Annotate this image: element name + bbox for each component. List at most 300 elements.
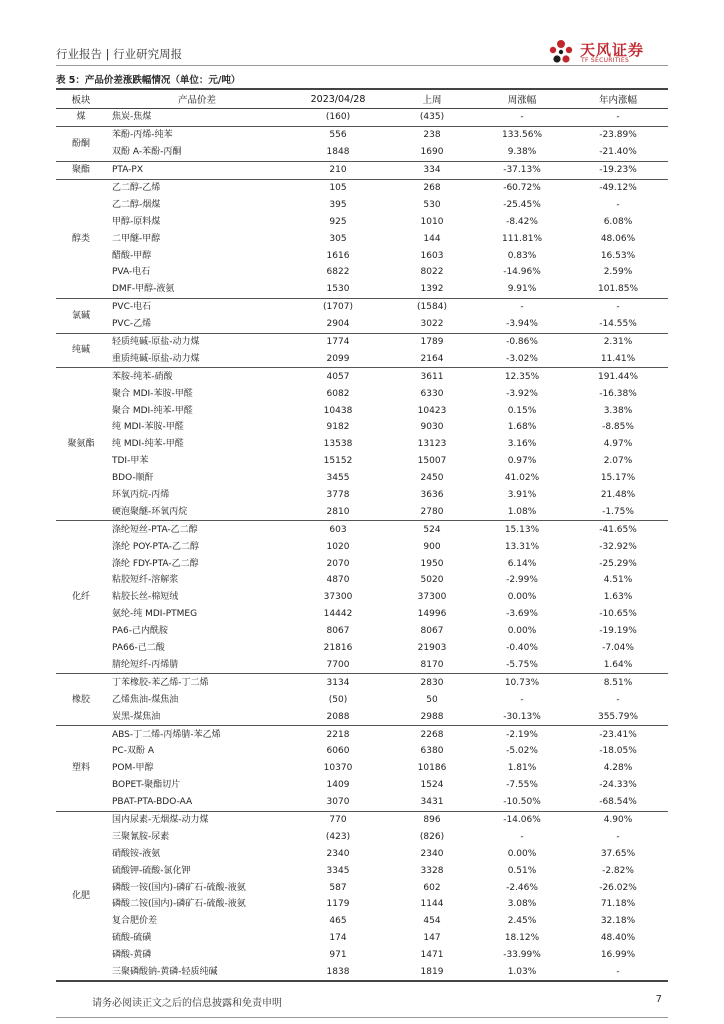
table-row — [56, 144, 668, 161]
sector-group — [56, 811, 668, 981]
ytd-change-cell: 3.38% — [603, 405, 633, 416]
weekly-change-cell: 12.35% — [504, 371, 540, 382]
current-value-cell: 2340 — [326, 848, 350, 859]
ytd-change-cell: 8.51% — [603, 677, 633, 688]
sector-cell: 醇类 — [71, 233, 90, 244]
product-spread-cell: 焦炭-焦煤 — [112, 112, 152, 123]
product-spread-cell: 聚合 MDI-苯胺-甲醛 — [112, 388, 193, 399]
weekly-change-cell: 133.56% — [501, 130, 543, 141]
weekly-change-cell: 10.73% — [504, 677, 540, 688]
product-spread-cell: 硫酸钾-硫酸-氯化钾 — [112, 865, 191, 876]
product-spread-cell: PVC-乙烯 — [112, 319, 152, 330]
weekly-change-cell: 3.08% — [507, 899, 537, 910]
last-week-cell: 8022 — [420, 267, 444, 278]
ytd-change-cell: -24.33% — [599, 780, 637, 791]
last-week-cell: 147 — [423, 933, 441, 944]
ytd-change-cell: -19.23% — [599, 165, 637, 176]
logo-subtitle: TF SECURITIES — [581, 57, 630, 64]
sector-cell: 橡胶 — [71, 694, 90, 705]
last-week-cell: 21903 — [417, 643, 447, 654]
sector-cell: 化纤 — [71, 592, 90, 603]
last-week-cell: 2988 — [420, 711, 444, 722]
weekly-change-cell: - — [520, 112, 524, 123]
table-row — [56, 691, 668, 708]
col-header-last-week: 上周 — [388, 89, 476, 109]
product-spread-cell: PTA-PX — [112, 165, 144, 176]
last-week-cell: 2164 — [420, 353, 444, 364]
col-header-ytd-change: 年内涨幅 — [568, 89, 668, 109]
current-value-cell: 1179 — [326, 899, 350, 910]
last-week-cell: 8170 — [420, 659, 444, 670]
last-week-cell: 524 — [423, 524, 441, 535]
product-spread-cell: POM-甲醇 — [112, 763, 154, 774]
ytd-change-cell: 4.28% — [603, 763, 633, 774]
current-value-cell: 3778 — [326, 490, 350, 501]
ytd-change-cell: 4.51% — [603, 575, 633, 586]
last-week-cell: 602 — [423, 882, 441, 893]
product-spread-cell: 磷酸-黄磷 — [112, 950, 152, 961]
last-week-cell: 1789 — [420, 337, 444, 348]
table-row — [56, 947, 668, 964]
weekly-change-cell: 1.08% — [507, 506, 537, 517]
ytd-change-cell: -25.29% — [599, 558, 637, 569]
table-row — [56, 316, 668, 333]
last-week-cell: 530 — [423, 199, 441, 210]
current-value-cell: 2088 — [326, 711, 350, 722]
last-week-cell: 1524 — [420, 780, 444, 791]
ytd-change-cell: - — [616, 112, 620, 123]
product-spread-cell: 乙二醇-乙烯 — [112, 183, 161, 193]
ytd-change-cell: 1.63% — [603, 592, 633, 603]
current-value-cell: 556 — [329, 130, 347, 141]
weekly-change-cell: 0.00% — [507, 626, 537, 637]
ytd-change-cell: -2.82% — [602, 865, 634, 876]
current-value-cell: 21816 — [323, 643, 353, 654]
last-week-cell: 1819 — [420, 966, 444, 977]
sector-group — [56, 726, 668, 811]
ytd-change-cell: 1.64% — [603, 659, 633, 670]
current-value-cell: 6060 — [326, 746, 350, 757]
sector-cell: 氯碱 — [71, 310, 90, 321]
current-value-cell: 174 — [329, 933, 347, 944]
product-spread-cell: BOPET-聚酯切片 — [112, 780, 181, 791]
ytd-change-cell: 11.41% — [600, 353, 636, 364]
table-row — [56, 402, 668, 419]
product-spread-cell: 重质纯碱-原盐-动力煤 — [112, 353, 200, 364]
ytd-change-cell: 101.85% — [597, 284, 639, 295]
weekly-change-cell: -3.69% — [506, 609, 538, 620]
table-row — [56, 247, 668, 264]
product-spread-cell: 纯 MDI-苯胺-甲醛 — [112, 422, 184, 433]
last-week-cell: 9030 — [420, 422, 444, 433]
last-week-cell: 1392 — [420, 284, 444, 295]
ytd-change-cell: 2.31% — [603, 337, 633, 348]
ytd-change-cell: -1.75% — [602, 506, 634, 517]
last-week-cell: 1603 — [420, 250, 444, 261]
product-spread-cell: 粘胶长丝-棉短绒 — [112, 592, 179, 603]
product-spread-cell: PBAT-PTA-BDO-AA — [112, 797, 193, 808]
last-week-cell: 1950 — [420, 558, 444, 569]
ytd-change-cell: - — [616, 302, 620, 313]
last-week-cell: 1010 — [420, 216, 444, 227]
product-spread-cell: 三聚氰胺-尿素 — [112, 831, 170, 842]
current-value-cell: 305 — [329, 233, 347, 244]
table-row — [56, 109, 668, 127]
current-value-cell: 1774 — [326, 337, 350, 348]
ytd-change-cell: 4.97% — [603, 439, 633, 450]
last-week-cell: 13123 — [417, 439, 447, 450]
ytd-change-cell: -8.85% — [602, 422, 634, 433]
current-value-cell: 971 — [329, 950, 347, 961]
product-spread-cell: 硫酸-硫磺 — [112, 933, 152, 944]
last-week-cell: 1690 — [420, 147, 444, 158]
weekly-change-cell: -60.72% — [503, 183, 541, 193]
ytd-change-cell: 32.18% — [600, 916, 636, 927]
table-row — [56, 333, 668, 350]
current-value-cell: 770 — [329, 814, 347, 825]
ytd-change-cell: - — [616, 199, 620, 210]
footer-divider — [56, 1017, 668, 1018]
product-spread-cell: 硝酸铵-液氨 — [112, 848, 161, 859]
table-row — [56, 281, 668, 298]
table-row — [56, 862, 668, 879]
last-week-cell: 1144 — [420, 899, 444, 910]
weekly-change-cell: 0.83% — [507, 250, 537, 261]
weekly-change-cell: 3.16% — [507, 439, 537, 450]
ytd-change-cell: -19.19% — [599, 626, 637, 637]
current-value-cell: 395 — [329, 199, 347, 210]
ytd-change-cell: - — [616, 694, 620, 705]
last-week-cell: 1471 — [420, 950, 444, 961]
table-row — [56, 879, 668, 896]
table-row — [56, 470, 668, 487]
last-week-cell: 454 — [423, 916, 441, 927]
ytd-change-cell: 15.17% — [600, 473, 636, 484]
sector-group — [56, 126, 668, 161]
weekly-change-cell: -25.45% — [503, 199, 541, 210]
ytd-change-cell: -16.38% — [599, 388, 637, 399]
weekly-change-cell: -0.40% — [506, 643, 538, 654]
weekly-change-cell: -0.86% — [506, 337, 538, 348]
ytd-change-cell: 4.90% — [603, 814, 633, 825]
weekly-change-cell: -2.46% — [506, 882, 538, 893]
current-value-cell: 13538 — [323, 439, 353, 450]
current-value-cell: 2810 — [326, 506, 350, 517]
weekly-change-cell: -33.99% — [503, 950, 541, 961]
weekly-change-cell: 2.45% — [507, 916, 537, 927]
weekly-change-cell: -7.55% — [506, 780, 538, 791]
last-week-cell: 6330 — [420, 388, 444, 399]
last-week-cell: 900 — [423, 541, 441, 552]
table-row — [56, 572, 668, 589]
sector-group — [56, 368, 668, 521]
product-spread-cell: 三聚磷酸钠-黄磷-轻质纯碱 — [112, 966, 218, 977]
last-week-cell: 334 — [423, 165, 441, 176]
weekly-change-cell: -3.94% — [506, 319, 538, 330]
last-week-cell: 15007 — [417, 456, 447, 467]
product-spread-cell: 涤纶 POY-PTA-乙二醇 — [112, 541, 199, 552]
product-spread-cell: DMF-甲醇-液氨 — [112, 284, 175, 295]
product-spread-cell: 聚合 MDI-纯苯-甲醛 — [112, 405, 193, 416]
weekly-change-cell: -5.75% — [506, 659, 538, 670]
last-week-cell: 50 — [426, 694, 438, 705]
product-spread-cell: 复合肥价差 — [112, 916, 158, 927]
sector-cell: 聚氨酯 — [67, 439, 95, 450]
ytd-change-cell: -18.05% — [599, 746, 637, 757]
table-row — [56, 555, 668, 572]
table-row — [56, 385, 668, 402]
current-value-cell: (160) — [325, 112, 351, 123]
current-value-cell: 1838 — [326, 966, 350, 977]
sector-group — [56, 521, 668, 674]
current-value-cell: 1409 — [326, 780, 350, 791]
last-week-cell: 2450 — [420, 473, 444, 484]
ytd-change-cell: 16.99% — [600, 950, 636, 961]
weekly-change-cell: 111.81% — [501, 233, 543, 244]
last-week-cell: 3431 — [420, 797, 444, 808]
product-spread-cell: 国内尿素-无烟煤-动力煤 — [112, 814, 209, 825]
current-value-cell: 1616 — [326, 250, 350, 261]
product-spread-cell: 二甲醚-甲醇 — [112, 233, 161, 244]
sector-group — [56, 333, 668, 368]
last-week-cell: 37300 — [417, 592, 447, 603]
current-value-cell: 465 — [329, 916, 347, 927]
last-week-cell: 144 — [423, 233, 441, 244]
weekly-change-cell: -30.13% — [503, 711, 541, 722]
current-value-cell: 2099 — [326, 353, 350, 364]
page-header — [56, 36, 668, 66]
product-spread-cell: 苯胺-纯苯-硝酸 — [112, 371, 173, 382]
tf-logo-icon — [546, 38, 576, 66]
weekly-change-cell: 15.13% — [504, 524, 540, 535]
ytd-change-cell: 48.06% — [600, 233, 636, 244]
weekly-change-cell: - — [520, 831, 524, 842]
table-row — [56, 794, 668, 811]
sector-cell: 聚酯 — [71, 165, 90, 176]
table-row — [56, 896, 668, 913]
product-spread-cell: 腈纶短纤-丙烯腈 — [112, 659, 179, 670]
table-row — [56, 230, 668, 247]
current-value-cell: 2070 — [326, 558, 350, 569]
table-row — [56, 828, 668, 845]
ytd-change-cell: - — [616, 966, 620, 977]
ytd-change-cell: 355.79% — [597, 711, 639, 722]
current-value-cell: 925 — [329, 216, 347, 227]
ytd-change-cell: -32.92% — [599, 541, 637, 552]
current-value-cell: 4057 — [326, 371, 350, 382]
product-spread-cell: PVA-电石 — [112, 267, 151, 278]
weekly-change-cell: 3.91% — [507, 490, 537, 501]
current-value-cell: 210 — [329, 165, 347, 176]
weekly-change-cell: 1.03% — [507, 966, 537, 977]
weekly-change-cell: 1.68% — [507, 422, 537, 433]
weekly-change-cell: 18.12% — [504, 933, 540, 944]
sector-cell: 酚酮 — [71, 138, 90, 149]
table-row — [56, 760, 668, 777]
disclaimer-note: 请务必阅读正文之后的信息披露和免责申明 — [92, 998, 282, 1009]
weekly-change-cell: 9.91% — [507, 284, 537, 295]
col-header-product: 产品价差 — [106, 89, 288, 109]
table-row — [56, 350, 668, 367]
ytd-change-cell: 71.18% — [600, 899, 636, 910]
product-spread-cell: BDO-顺酐 — [112, 473, 154, 484]
product-spread-cell: 纯 MDI-纯苯-甲醛 — [112, 439, 184, 450]
current-value-cell: 4870 — [326, 575, 350, 586]
last-week-cell: 10423 — [417, 405, 447, 416]
weekly-change-cell: 41.02% — [504, 473, 540, 484]
breadcrumb: 行业报告 | 行业研究周报 — [56, 47, 183, 61]
last-week-cell: 238 — [423, 130, 441, 141]
product-spread-cell: 涤纶 FDY-PTA-乙二醇 — [112, 558, 199, 569]
table-row — [56, 453, 668, 470]
table-row — [56, 589, 668, 606]
table-row — [56, 436, 668, 453]
table-row — [56, 298, 668, 315]
logo-name: 天风证券 — [580, 41, 645, 59]
product-spread-cell: 粘胶短纤-溶解浆 — [112, 575, 179, 586]
last-week-cell: 896 — [423, 814, 441, 825]
table-header-row — [56, 89, 668, 109]
weekly-change-cell: -3.02% — [506, 353, 538, 364]
weekly-change-cell: -14.06% — [503, 814, 541, 825]
table-row — [56, 538, 668, 555]
ytd-change-cell: 37.65% — [600, 848, 636, 859]
weekly-change-cell: - — [520, 694, 524, 705]
current-value-cell: 3345 — [326, 865, 350, 876]
table-row — [56, 487, 668, 504]
last-week-cell: 6380 — [420, 746, 444, 757]
product-spread-cell: PC-双酚 A — [112, 746, 154, 757]
current-value-cell: 587 — [329, 882, 347, 893]
table-row — [56, 623, 668, 640]
ytd-change-cell: 48.40% — [600, 933, 636, 944]
col-header-current: 2023/04/28 — [288, 89, 388, 109]
weekly-change-cell: -8.42% — [506, 216, 538, 227]
product-spread-cell: 磷酸二铵(国内)-磷矿石-硫酸-液氨 — [112, 899, 246, 910]
company-logo — [538, 36, 668, 68]
ytd-change-cell: 2.59% — [603, 267, 633, 278]
sector-cell: 化肥 — [71, 890, 90, 901]
current-value-cell: 14442 — [323, 609, 353, 620]
ytd-change-cell: -68.54% — [599, 797, 637, 808]
last-week-cell: (1584) — [417, 302, 447, 313]
col-header-sector: 板块 — [56, 89, 106, 109]
sector-group — [56, 298, 668, 333]
product-spread-cell: 甲醇-原料煤 — [112, 216, 161, 227]
last-week-cell: 8067 — [420, 626, 444, 637]
sector-cell: 塑料 — [71, 763, 90, 774]
last-week-cell: 2268 — [420, 729, 444, 740]
weekly-change-cell: -10.50% — [503, 797, 541, 808]
weekly-change-cell: -14.96% — [503, 267, 541, 278]
sector-cell: 煤 — [76, 112, 86, 123]
current-value-cell: 1530 — [326, 284, 350, 295]
product-spread-cell: 氨纶-纯 MDI-PTMEG — [112, 609, 198, 620]
last-week-cell: 268 — [423, 183, 441, 193]
current-value-cell: 37300 — [323, 592, 353, 603]
table-row — [56, 503, 668, 520]
product-spread-cell: 涤纶短丝-PTA-乙二醇 — [112, 524, 198, 535]
weekly-change-cell: -3.92% — [506, 388, 538, 399]
product-spread-cell: 炭黑-煤焦油 — [112, 711, 161, 722]
ytd-change-cell: 191.44% — [597, 371, 639, 382]
ytd-change-cell: -23.41% — [599, 729, 637, 740]
product-spread-cell: 苯酚-丙烯-纯苯 — [112, 130, 173, 141]
weekly-change-cell: -5.02% — [506, 746, 538, 757]
product-spread-cell: PA66-己二酸 — [112, 643, 165, 654]
current-value-cell: 7700 — [326, 659, 350, 670]
weekly-change-cell: 6.14% — [507, 558, 537, 569]
table-row — [56, 743, 668, 760]
table-row — [56, 777, 668, 794]
current-value-cell: 6822 — [326, 267, 350, 278]
table-row — [56, 419, 668, 436]
page-number: 7 — [655, 994, 662, 1005]
current-value-cell: (50) — [328, 694, 348, 705]
ytd-change-cell: -49.12% — [599, 183, 637, 193]
current-value-cell: 10370 — [323, 763, 353, 774]
table-row — [56, 708, 668, 725]
current-value-cell: 1848 — [326, 147, 350, 158]
table-row — [56, 521, 668, 538]
last-week-cell: 2340 — [420, 848, 444, 859]
product-spread-cell: TDI-甲苯 — [112, 456, 149, 467]
last-week-cell: 2780 — [420, 506, 444, 517]
table-row — [56, 606, 668, 623]
table-row — [56, 726, 668, 743]
table-row — [56, 674, 668, 691]
weekly-change-cell: 0.97% — [507, 456, 537, 467]
current-value-cell: 15152 — [323, 456, 353, 467]
ytd-change-cell: -41.65% — [599, 524, 637, 535]
weekly-change-cell: 0.00% — [507, 848, 537, 859]
current-value-cell: 3134 — [326, 677, 350, 688]
current-value-cell: 1020 — [326, 541, 350, 552]
current-value-cell: 6082 — [326, 388, 350, 399]
header-divider — [56, 65, 668, 66]
weekly-change-cell: 0.00% — [507, 592, 537, 603]
sector-group — [56, 109, 668, 127]
ytd-change-cell: -21.40% — [599, 147, 637, 158]
price-spread-table — [56, 88, 668, 982]
ytd-change-cell: 6.08% — [603, 216, 633, 227]
last-week-cell: (435) — [419, 112, 445, 123]
table-row — [56, 964, 668, 982]
weekly-change-cell: 0.51% — [507, 865, 537, 876]
last-week-cell: 3022 — [420, 319, 444, 330]
table-row — [56, 368, 668, 385]
weekly-change-cell: 0.15% — [507, 405, 537, 416]
weekly-change-cell: 13.31% — [504, 541, 540, 552]
ytd-change-cell: 2.07% — [603, 456, 633, 467]
product-spread-cell: PVC-电石 — [112, 302, 152, 313]
product-spread-cell: 乙二醇-烟煤 — [112, 199, 161, 210]
last-week-cell: (826) — [419, 831, 445, 842]
last-week-cell: 10186 — [417, 763, 447, 774]
current-value-cell: 8067 — [326, 626, 350, 637]
product-spread-cell: 轻质纯碱-原盐-动力煤 — [112, 337, 200, 348]
table-row — [56, 657, 668, 674]
ytd-change-cell: 16.53% — [600, 250, 636, 261]
current-value-cell: 3070 — [326, 797, 350, 808]
weekly-change-cell: -2.99% — [506, 575, 538, 586]
ytd-change-cell: -26.02% — [599, 882, 637, 893]
table-row — [56, 845, 668, 862]
table-row — [56, 161, 668, 179]
last-week-cell: 2830 — [420, 677, 444, 688]
current-value-cell: 9182 — [326, 422, 350, 433]
sector-cell: 纯碱 — [71, 345, 90, 356]
